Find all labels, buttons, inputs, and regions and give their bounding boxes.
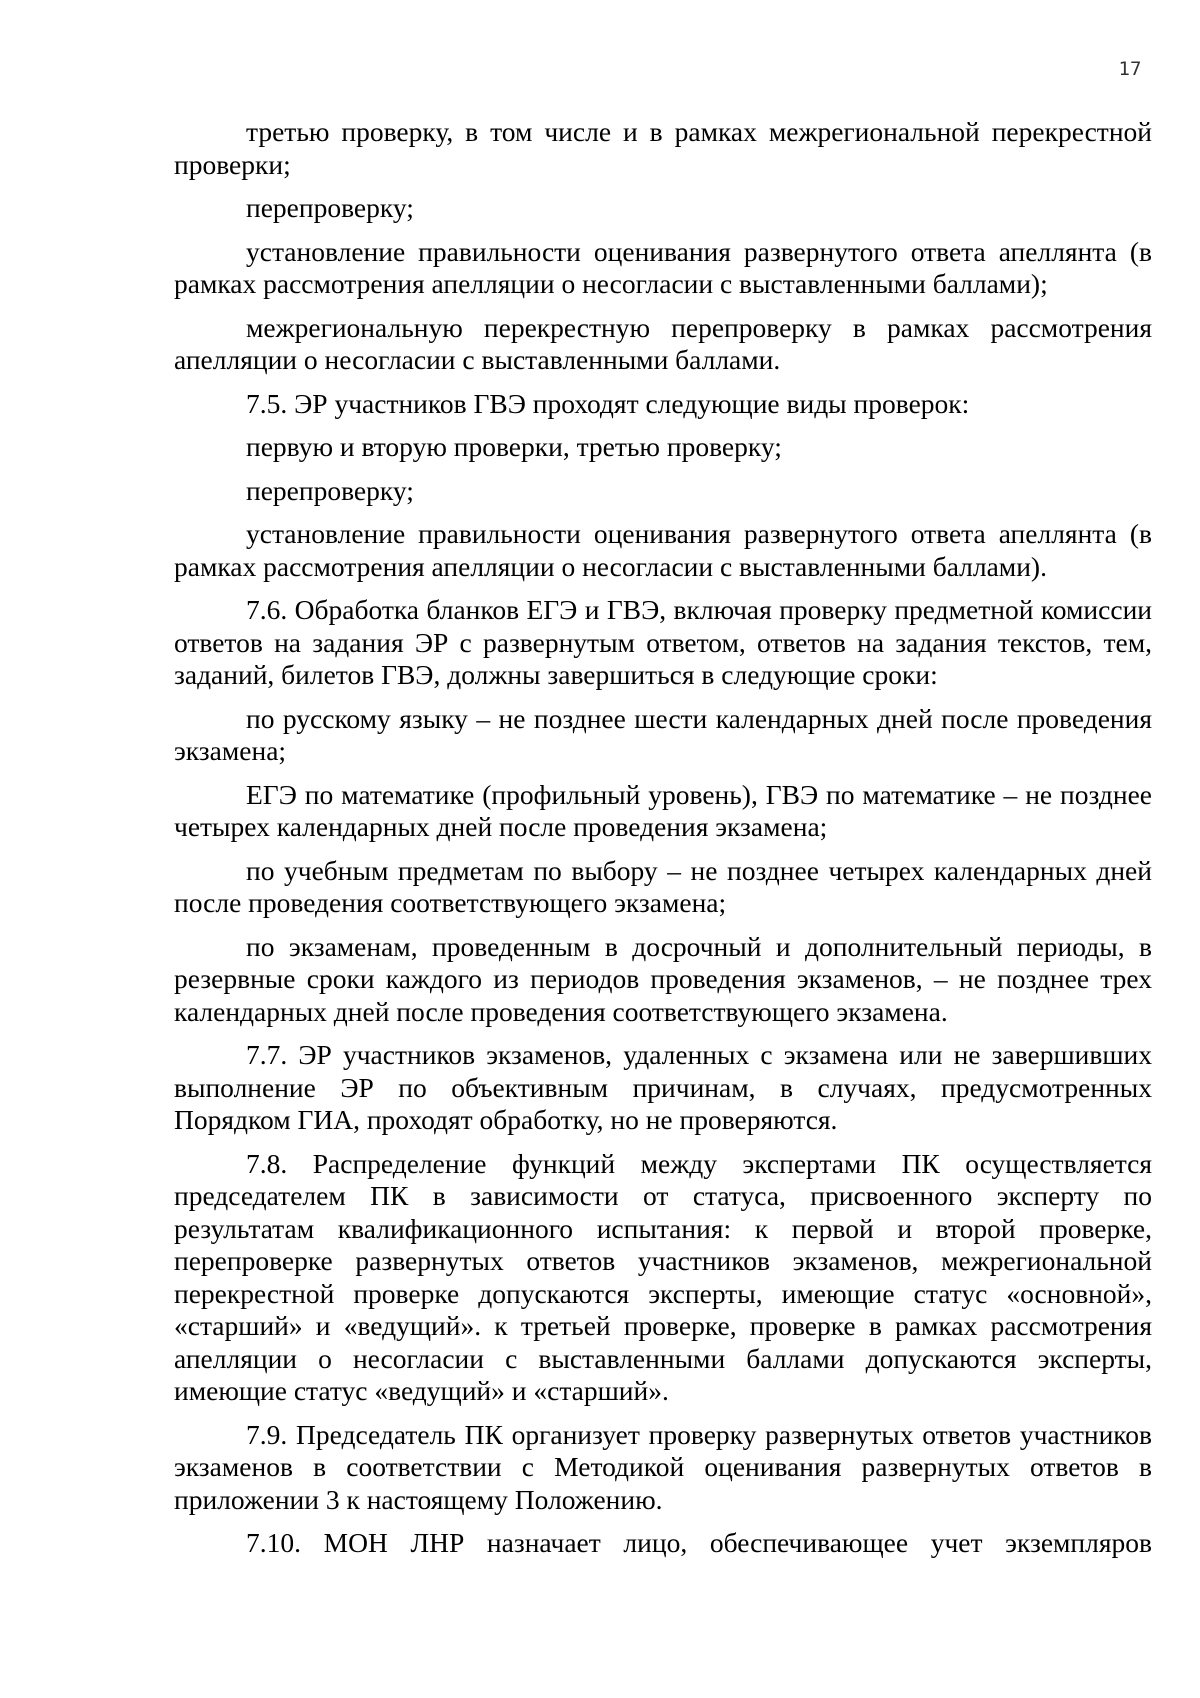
paragraph-math-deadline: ЕГЭ по математике (профильный уровень), ГВЭ по математике – не позднее четырех календарных дней после проведения экзамена; — [174, 778, 1152, 842]
paragraph-early-reserve-deadline: по экзаменам, проведенным в досрочный и дополнительный периоды, в резервные сроки каждого из периодов проведения экзаменов, – не позднее трех календарных дней после проведения соответствующего экзамена. — [174, 930, 1152, 1027]
paragraph-7-5: 7.5. ЭР участников ГВЭ проходят следующие виды проверок: — [246, 387, 970, 419]
page-number: 17 — [1118, 58, 1142, 80]
document-body — [174, 116, 1152, 1560]
paragraph-7-7: 7.7. ЭР участников экзаменов, удаленных с экзамена или не завершивших выполнение ЭР по объективным причинам, в случаях, предусмотренных Порядком ГИА, проходят обработку, но не проверяются. — [174, 1039, 1152, 1135]
paragraph-appeal-correctness: установление правильности оценивания развернутого ответа апеллянта (в рамках рассмотрения апелляции о несогласии с выставленными баллами); — [174, 235, 1152, 299]
paragraph-7-6: 7.6. Обработка бланков ЕГЭ и ГВЭ, включая проверку предметной комиссии ответов на задания ЭР с развернутым ответом, ответов на задания текстов, тем, заданий, билетов ГВЭ, должны завершиться в следующие сроки: — [174, 594, 1152, 690]
paragraph-elective-deadline: по учебным предметам по выбору – не позднее четырех календарных дней после проведения соответствующего экзамена; — [174, 854, 1152, 918]
paragraph-russian-deadline: по русскому языку – не позднее шести календарных дней после проведения экзамена; — [174, 702, 1152, 766]
paragraph-7-10: 7.10. МОН ЛНР назначает лицо, обеспечивающее учет экземпляров — [246, 1527, 1152, 1558]
paragraph-7-8: 7.8. Распределение функций между экспертами ПК осуществляется председателем ПК в зависимости от статуса, присвоенного эксперту по результатам квалификационного испытания: к первой и второй проверке, перепроверке развернутых ответов участников экзаменов, межрегиональной перекрестной проверке допускаются эксперты, имеющие статус «основной», «старший» и «ведущий». к третьей проверке, проверке в рамках рассмотрения апелляции о несогласии с выставленными баллами допускаются эксперты, имеющие статус «ведущий» и «старший». — [174, 1147, 1152, 1406]
paragraph-gve-appeal-correctness: установление правильности оценивания развернутого ответа апеллянта (в рамках рассмотрения апелляции о несогласии с выставленными баллами). — [174, 518, 1152, 582]
paragraph-7-9: 7.9. Председатель ПК организует проверку развернутых ответов участников экзаменов в соответствии с Методикой оценивания развернутых ответов в приложении 3 к настоящему Положению. — [174, 1418, 1152, 1515]
paragraph-gve-first-second-check: первую и вторую проверки, третью проверку; — [246, 431, 782, 462]
paragraph-recheck: перепроверку; — [246, 192, 414, 223]
paragraph-third-check: третью проверку, в том числе и в рамках межрегиональной перекрестной проверки; — [174, 116, 1152, 180]
paragraph-gve-recheck: перепроверку; — [246, 474, 414, 506]
paragraph-interregional-recheck: межрегиональную перекрестную перепроверку в рамках рассмотрения апелляции о несогласии с выставленными баллами. — [174, 311, 1152, 375]
